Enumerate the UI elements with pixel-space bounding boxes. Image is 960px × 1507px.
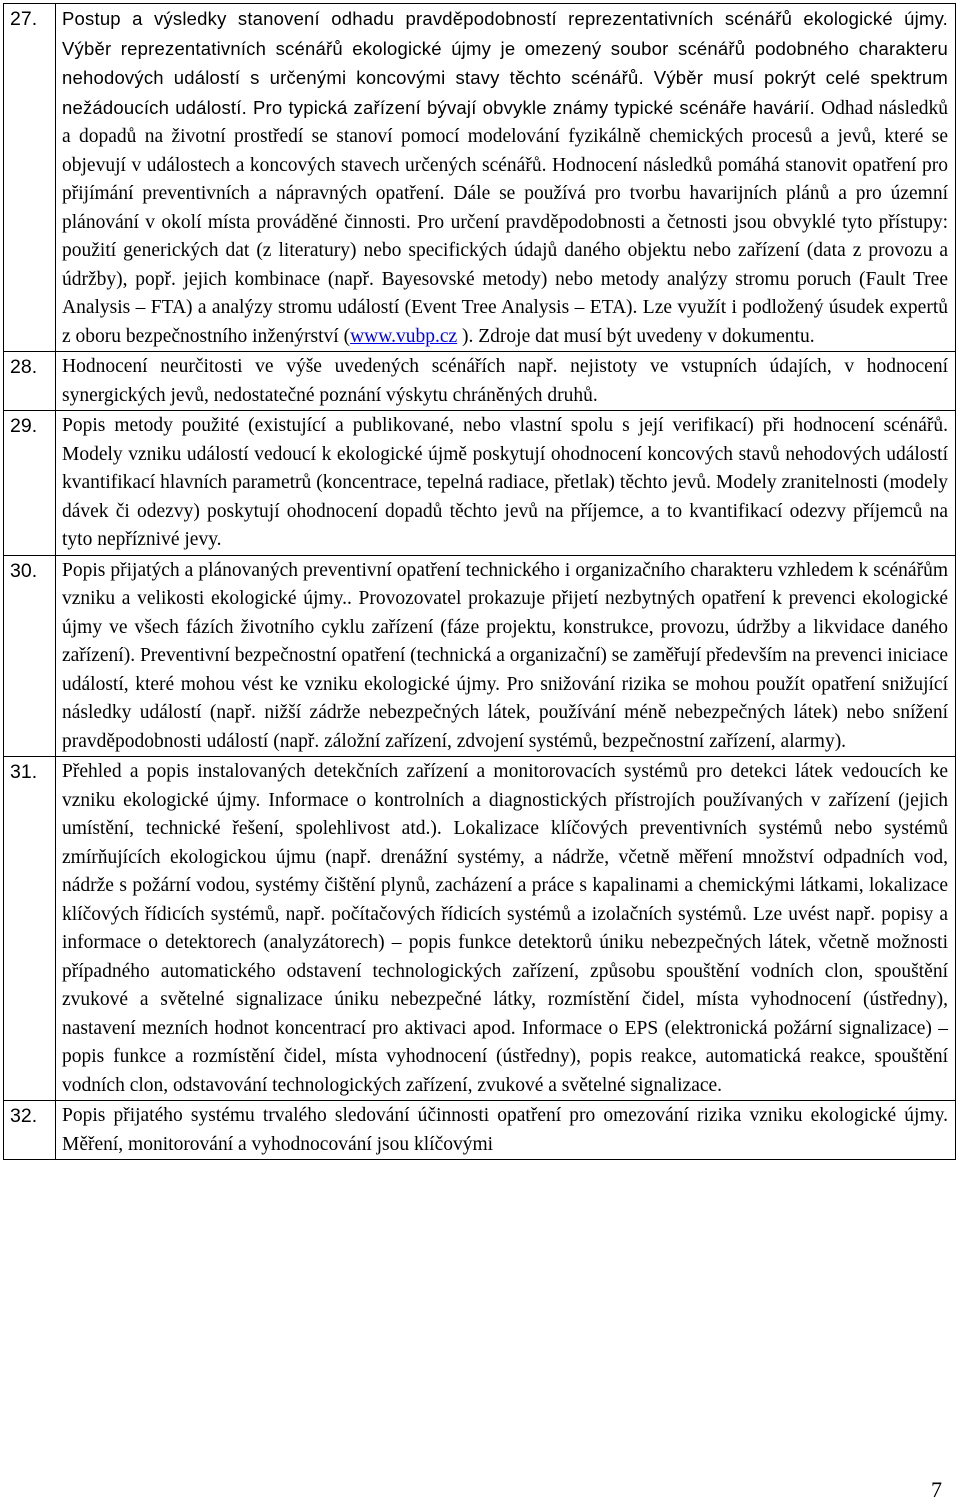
item-text: Popis metody použité (existující a publikované, nebo vlastní spolu s její verifikací) při hodnocení scénářů. Modely vzniku událostí vedoucí k ekologické újmě poskytují ohodnocení koncových stavů nehodových událostí kvantifikací hlavních parametrů (koncentrace, tepelná radiace, přetlak) těchto jevů. Modely zranitelnosti (modely dávek či odezvy) poskytují ohodnocení dopadů těchto jevů na příjemce, a to kvantifikací odezvy příjemců na tyto nepříznivé jevy. bbox=[56, 411, 956, 556]
table-row bbox=[4, 4, 956, 352]
document-table bbox=[3, 3, 956, 1160]
item-number: 31. bbox=[4, 757, 56, 1101]
item-text bbox=[56, 4, 956, 352]
item-number: 27. bbox=[4, 4, 56, 352]
item-text: Popis přijatého systému trvalého sledování účinnosti opatření pro omezování rizika vzniku ekologické újmy. Měření, monitorování a vyhodnocování jsou klíčovými bbox=[56, 1101, 956, 1160]
table-row bbox=[4, 1101, 956, 1160]
item-number: 28. bbox=[4, 352, 56, 411]
item-text-part: ). Zdroje dat musí být uvedeny v dokumentu. bbox=[457, 325, 815, 347]
table-row bbox=[4, 411, 956, 556]
item-number: 29. bbox=[4, 411, 56, 556]
vubp-link[interactable]: www.vubp.cz bbox=[350, 325, 458, 347]
page-number: 7 bbox=[931, 1477, 942, 1502]
item-text: Přehled a popis instalovaných detekčních zařízení a monitorovacích systémů pro detekci látek vedoucích ke vzniku ekologické újmy. Informace o kontrolních a diagnostických přístrojích používaných v zařízení (jejich umístění, technické řešení, spolehlivost atd.). Lokalizace klíčových preventivních systémů nebo systémů zmírňujících ekologickou újmu (např. drenážní systémy, a nádrže, včetně měření množství odpadních vod, nádrže s požární vodou, systémy čištění plynů, zacházení a práce s kapalinami a chemickými látkami, lokalizace klíčových řídicích systémů, např. počítačových řídicích systémů a izolačních systémů. Lze uvést např. popisy a informace o detektorech (analyzátorech) – popis funkce detektorů úniku nebezpečných látek, včetně možnosti případného automatického odstavení technologických zařízení, způsobu spouštění vodních clon, spouštění zvukové a světelné signalizace úniku nebezpečné látky, rozmístění čidel, místa vyhodnocení (ústředny), nastavení mezních hodnot koncentrací pro aktivaci apod. Informace o EPS (elektronická požární signalizace) – popis funkce a rozmístění čidel, místa vyhodnocení (ústředny), popis reakce, automatická reakce, spouštění vodních clon, odstavování technologických zařízení, zvukové a světelné signalizace. bbox=[56, 757, 956, 1101]
item-number: 32. bbox=[4, 1101, 56, 1160]
item-text-part: Odhad následků a dopadů na životní prostředí se stanoví pomocí modelování fyzikálně chemických procesů a jevů, které se objevují v událostech a koncových stavech určených scénářů. Hodnocení následků pomáhá stanovit opatření pro přijímání preventivních a nápravných opatření. Dále se používá pro tvorbu havarijních plánů a pro územní plánování v okolí místa prováděné činnosti. Pro určení pravděpodobnosti a četnosti jsou obvyklé tyto přístupy: použití generických dat (z literatury) nebo specifických údajů daného objektu nebo zařízení (data z provozu a údržby), popř. jejich kombinace (např. Bayesovské metody) nebo metody analýzy stromu poruch (Fault Tree Analysis – FTA) a analýzy stromu událostí (Event Tree Analysis – ETA). Lze využít i podložený úsudek expertů z oboru bezpečnostního inženýrství ( bbox=[62, 97, 948, 347]
item-text: Popis přijatých a plánovaných preventivní opatření technického i organizačního charakteru vzhledem k scénářům vzniku a velikosti ekologické újmy.. Provozovatel prokazuje přijetí nezbytných opatření k prevenci ekologické újmy ve všech fázích životního cyklu zařízení (fáze projektu, konstrukce, provozu, údržby a likvidace daného zařízení). Preventivní bezpečnostní opatření (technická a organizační) se zaměřují především na prevenci iniciace událostí, které mohou vést ke vzniku ekologické újmy. Pro snižování rizika se mohou použít opatření snižující následky událostí (např. nižší zádrže nebezpečných látek, používání méně nebezpečných látek) nebo snížení pravděpodobnosti událostí (např. záložní zařízení, zdvojení systémů, bezpečnostní zařízení, alarmy). bbox=[56, 555, 956, 757]
table-row bbox=[4, 757, 956, 1101]
table-row bbox=[4, 352, 956, 411]
table-row bbox=[4, 555, 956, 757]
item-text-part: Postup a výsledky stanovení odhadu pravděpodobností reprezentativních scénářů ekologické újmy. Výběr reprezentativních scénářů ekologické újmy je omezený soubor scénářů podobného charakteru nehodových událostí s určenými koncovými stavy těchto scénářů. Výběr musí pokrýt celé spektrum nežádoucích událostí. Pro typická zařízení bývají obvykle známy typické scénáře havárií. bbox=[62, 8, 948, 118]
item-text: Hodnocení neurčitosti ve výše uvedených scénářích např. nejistoty ve vstupních údajích, v hodnocení synergických jevů, nedostatečné poznání výskytu chráněných druhů. bbox=[56, 352, 956, 411]
item-number: 30. bbox=[4, 555, 56, 757]
